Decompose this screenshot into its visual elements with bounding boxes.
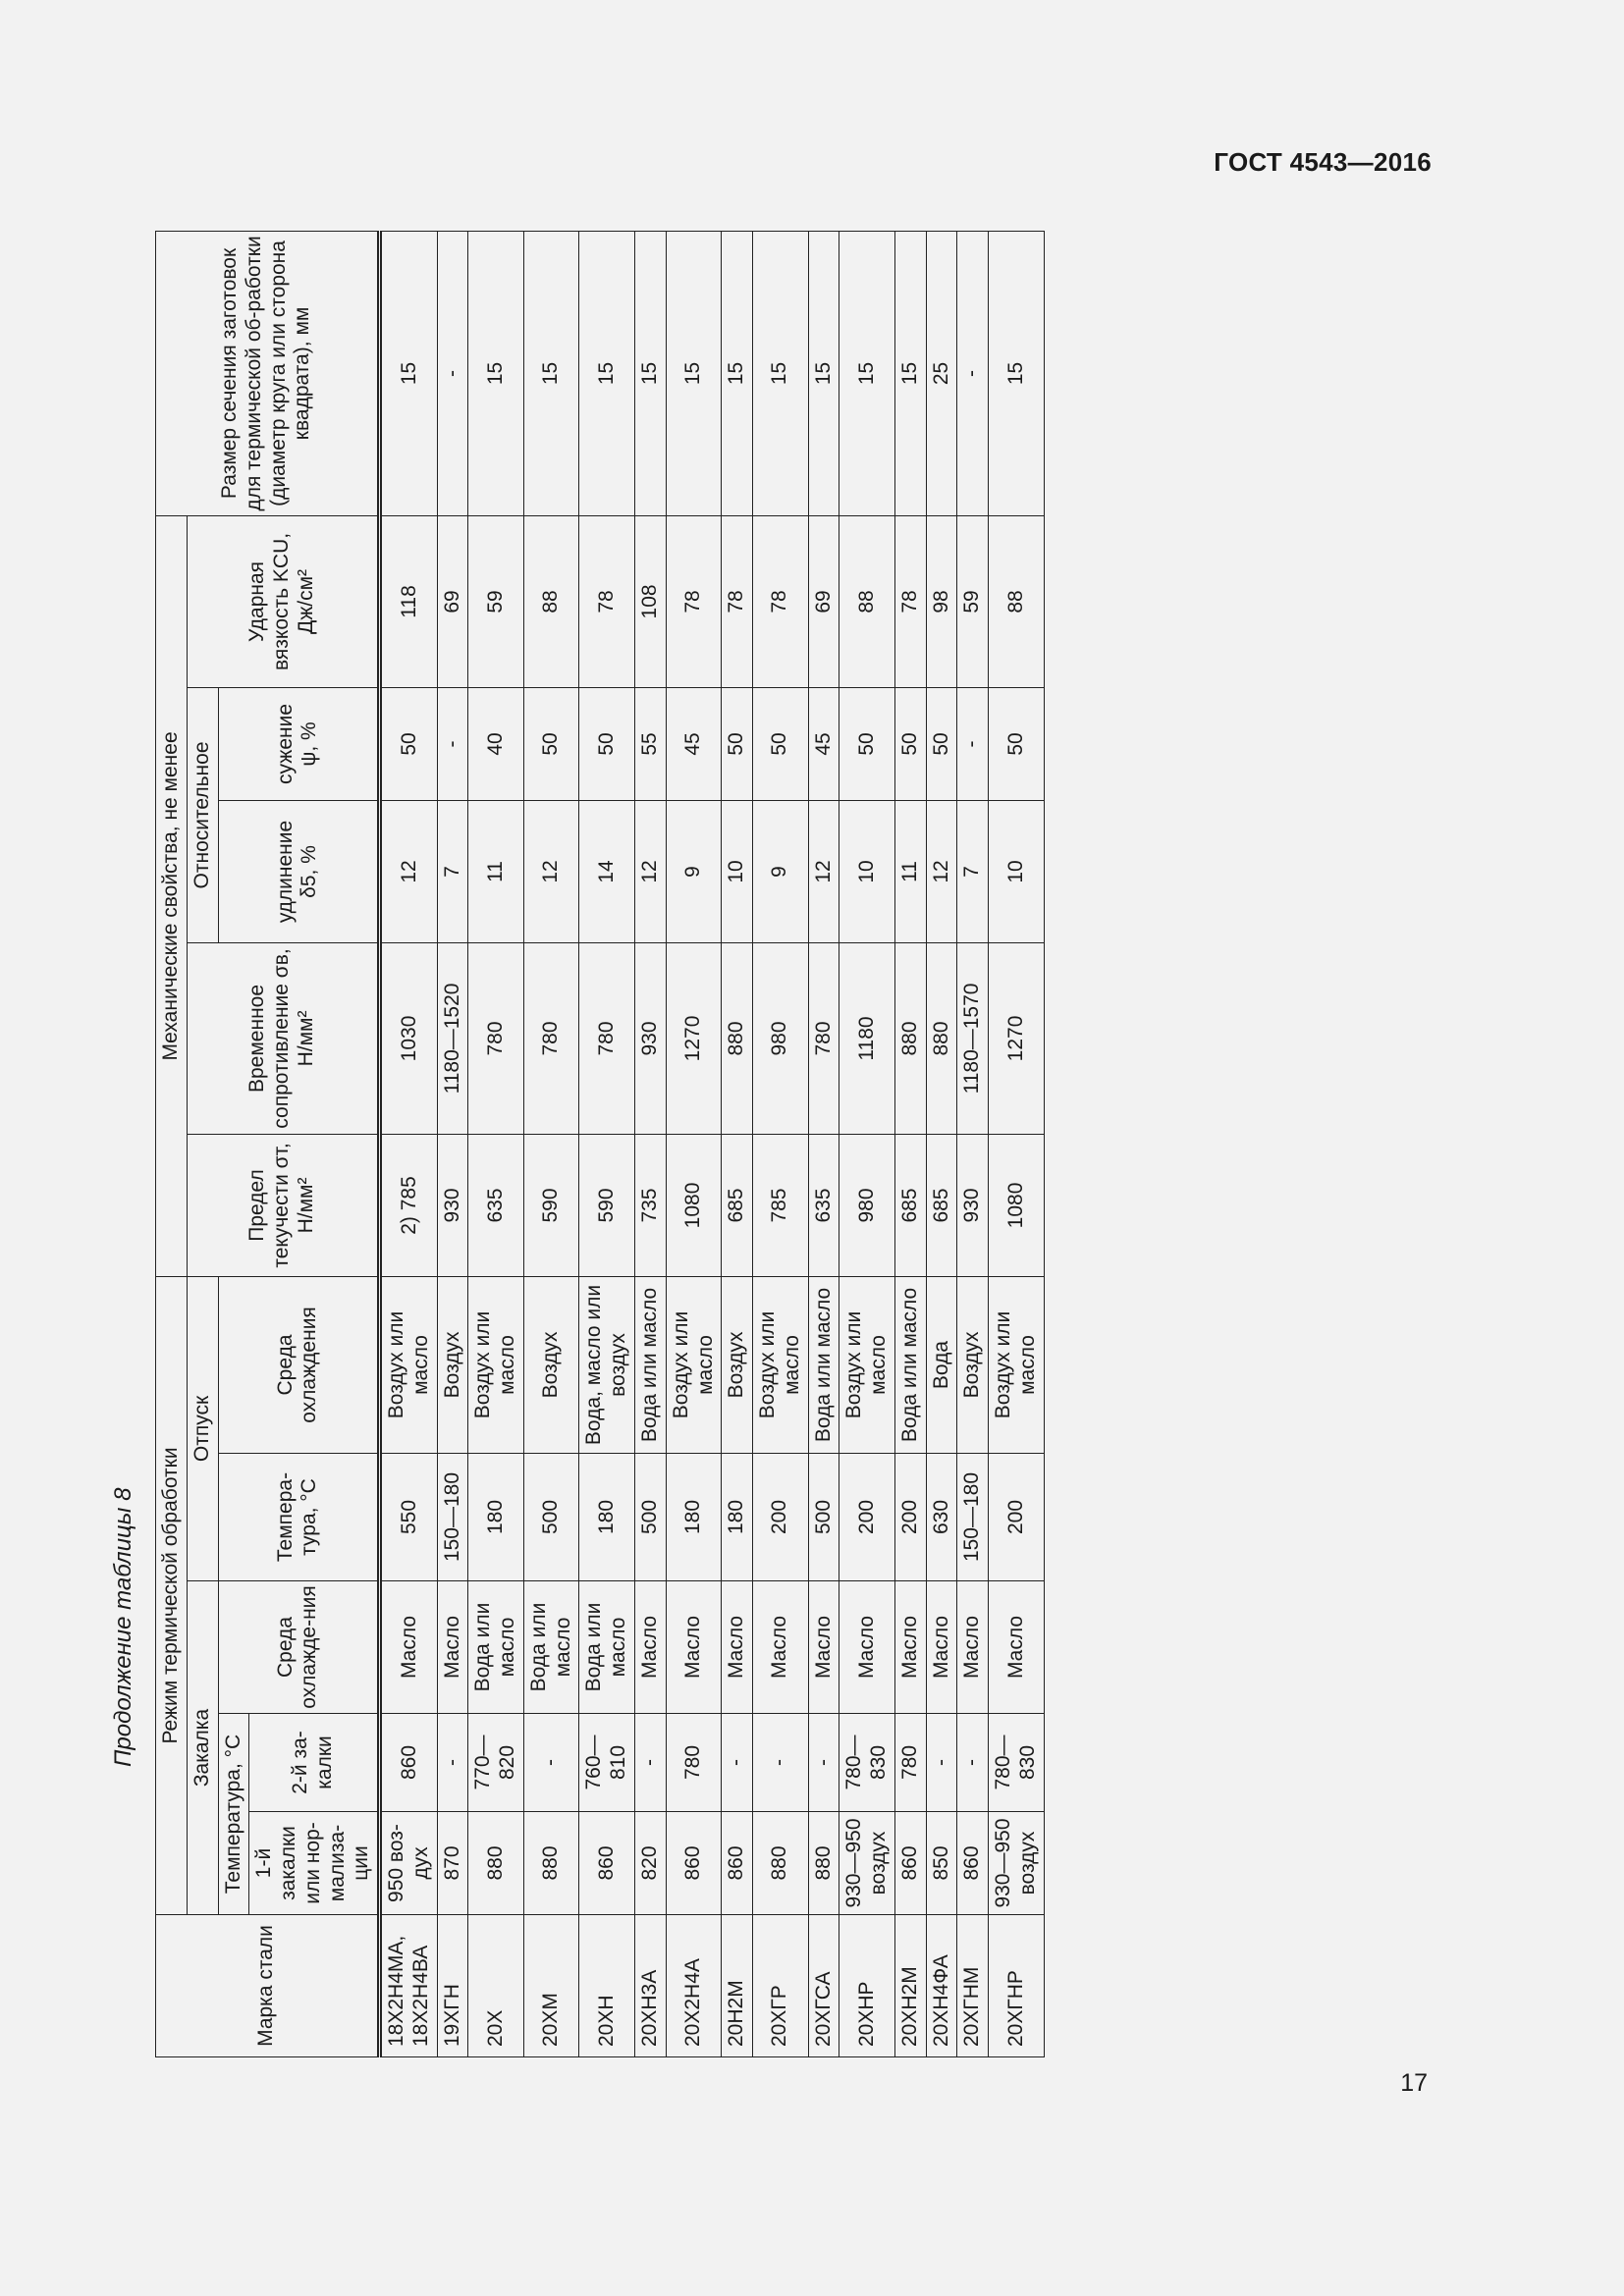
cell-reduction: 40: [468, 687, 524, 800]
cell-size: -: [957, 231, 989, 515]
header-temper-temp: Темпера-тура, °С: [218, 1454, 380, 1581]
cell-temper-temp: 180: [579, 1454, 635, 1581]
cell-yield: 930: [957, 1134, 989, 1276]
cell-first-quench: 880: [523, 1812, 579, 1915]
page-number: 17: [1400, 2069, 1428, 2097]
cell-quench-medium: Масло: [926, 1581, 957, 1714]
cell-grade: 20ХН2М: [894, 1915, 926, 2057]
cell-temper-medium: Вода или масло: [808, 1276, 839, 1453]
cell-reduction: 50: [894, 687, 926, 800]
cell-size: 15: [839, 231, 895, 515]
cell-temper-medium: Вода или масло: [894, 1276, 926, 1453]
cell-first-quench: 930—950 воздух: [989, 1812, 1045, 1915]
cell-second-quench: -: [957, 1714, 989, 1812]
cell-elongation: 12: [380, 800, 438, 942]
cell-reduction: 50: [579, 687, 635, 800]
cell-size: 15: [468, 231, 524, 515]
cell-first-quench: 880: [753, 1812, 809, 1915]
cell-first-quench: 860: [722, 1812, 753, 1915]
cell-temper-medium: Воздух: [957, 1276, 989, 1453]
document-header: ГОСТ 4543—2016: [1214, 147, 1432, 177]
cell-temper-temp: 630: [926, 1454, 957, 1581]
cell-reduction: -: [957, 687, 989, 800]
table-row: [839, 231, 895, 2056]
header-yield: Предел текучести σт, Н/мм²: [187, 1134, 379, 1276]
cell-size: 15: [380, 231, 438, 515]
cell-elongation: 11: [468, 800, 524, 942]
cell-first-quench: 870: [437, 1812, 468, 1915]
cell-grade: 19ХГН: [437, 1915, 468, 2057]
cell-tensile: 780: [523, 942, 579, 1134]
cell-yield: 635: [468, 1134, 524, 1276]
cell-temper-medium: Вода, масло или воздух: [579, 1276, 635, 1453]
cell-second-quench: -: [722, 1714, 753, 1812]
table-body: [380, 231, 1045, 2056]
cell-temper-temp: 200: [839, 1454, 895, 1581]
cell-elongation: 7: [437, 800, 468, 942]
cell-quench-medium: Масло: [753, 1581, 809, 1714]
table-row: [894, 231, 926, 2056]
cell-temper-temp: 500: [808, 1454, 839, 1581]
table-row: [957, 231, 989, 2056]
header-size: Размер сечения заготовок для термической об-работки (диаметр круга или сторона квадрата), мм: [156, 231, 380, 515]
cell-size: 25: [926, 231, 957, 515]
cell-reduction: -: [437, 687, 468, 800]
cell-tensile: 1270: [989, 942, 1045, 1134]
cell-second-quench: -: [437, 1714, 468, 1812]
cell-quench-medium: Масло: [722, 1581, 753, 1714]
table-row: [926, 231, 957, 2056]
cell-temper-medium: Воздух: [523, 1276, 579, 1453]
cell-yield: 685: [894, 1134, 926, 1276]
cell-temper-temp: 150—180: [957, 1454, 989, 1581]
cell-temper-medium: Воздух: [437, 1276, 468, 1453]
cell-tensile: 880: [926, 942, 957, 1134]
cell-elongation: 12: [523, 800, 579, 942]
table-row: [579, 231, 635, 2056]
cell-tensile: 930: [635, 942, 667, 1134]
cell-temper-temp: 550: [380, 1454, 438, 1581]
cell-impact: 78: [753, 515, 809, 687]
cell-tensile: 1270: [666, 942, 722, 1134]
cell-impact: 78: [722, 515, 753, 687]
header-quench: Закалка: [187, 1581, 218, 1915]
cell-yield: 590: [579, 1134, 635, 1276]
cell-temper-temp: 500: [635, 1454, 667, 1581]
cell-tensile: 780: [468, 942, 524, 1134]
header-temperature: Температура, °С: [218, 1714, 249, 1915]
cell-elongation: 12: [808, 800, 839, 942]
cell-second-quench: -: [753, 1714, 809, 1812]
caption-wrap: [110, 1472, 149, 1767]
cell-second-quench: 860: [380, 1714, 438, 1812]
cell-quench-medium: Масло: [894, 1581, 926, 1714]
cell-yield: 1080: [989, 1134, 1045, 1276]
cell-first-quench: 860: [666, 1812, 722, 1915]
cell-yield: 635: [808, 1134, 839, 1276]
cell-impact: 88: [523, 515, 579, 687]
header-tensile: Временное сопротивление σв, Н/мм²: [187, 942, 379, 1134]
cell-temper-medium: Воздух или масло: [380, 1276, 438, 1453]
cell-quench-medium: Масло: [808, 1581, 839, 1714]
cell-quench-medium: Вода или масло: [468, 1581, 524, 1714]
header-first-quench: 1-й закалки или нор-мализа-ции: [249, 1812, 380, 1915]
cell-elongation: 12: [635, 800, 667, 942]
cell-temper-temp: 180: [666, 1454, 722, 1581]
header-elongation: удлинение δ5, %: [218, 800, 380, 942]
cell-grade: 20ХН3А: [635, 1915, 667, 2057]
cell-temper-medium: Воздух или масло: [839, 1276, 895, 1453]
cell-tensile: 1180: [839, 942, 895, 1134]
cell-impact: 69: [437, 515, 468, 687]
cell-second-quench: -: [523, 1714, 579, 1812]
cell-second-quench: -: [635, 1714, 667, 1812]
table-row: [635, 231, 667, 2056]
table-row: [468, 231, 524, 2056]
cell-size: 15: [989, 231, 1045, 515]
cell-temper-medium: Вода: [926, 1276, 957, 1453]
header-second-quench: 2-й за-калки: [249, 1714, 380, 1812]
cell-grade: 20Х2Н4А: [666, 1915, 722, 2057]
cell-yield: 980: [839, 1134, 895, 1276]
cell-elongation: 12: [926, 800, 957, 942]
cell-temper-temp: 180: [468, 1454, 524, 1581]
cell-reduction: 50: [380, 687, 438, 800]
table-row: [523, 231, 579, 2056]
table-row: [380, 231, 438, 2056]
cell-size: 15: [635, 231, 667, 515]
cell-grade: 20ХГНР: [989, 1915, 1045, 2057]
cell-quench-medium: Вода или масло: [523, 1581, 579, 1714]
cell-temper-medium: Воздух или масло: [468, 1276, 524, 1453]
cell-size: 15: [666, 231, 722, 515]
cell-elongation: 10: [839, 800, 895, 942]
header-temper: Отпуск: [187, 1276, 218, 1580]
header-heat-mode: Режим термической обработки: [156, 1276, 188, 1914]
cell-impact: 78: [894, 515, 926, 687]
cell-temper-medium: Воздух: [722, 1276, 753, 1453]
cell-temper-medium: Вода или масло: [635, 1276, 667, 1453]
cell-second-quench: -: [926, 1714, 957, 1812]
cell-second-quench: 780—830: [839, 1714, 895, 1812]
cell-yield: 590: [523, 1134, 579, 1276]
cell-size: 15: [722, 231, 753, 515]
cell-elongation: 10: [989, 800, 1045, 942]
cell-temper-temp: 200: [894, 1454, 926, 1581]
cell-tensile: 1180—1570: [957, 942, 989, 1134]
cell-impact: 108: [635, 515, 667, 687]
cell-tensile: 880: [722, 942, 753, 1134]
cell-second-quench: 780—830: [989, 1714, 1045, 1812]
cell-temper-medium: Воздух или масло: [666, 1276, 722, 1453]
cell-elongation: 7: [957, 800, 989, 942]
cell-grade: 20Х: [468, 1915, 524, 2057]
cell-yield: 685: [722, 1134, 753, 1276]
cell-temper-medium: Воздух или масло: [989, 1276, 1045, 1453]
table-row: [753, 231, 809, 2056]
cell-yield: 1080: [666, 1134, 722, 1276]
cell-temper-temp: 150—180: [437, 1454, 468, 1581]
cell-tensile: 780: [808, 942, 839, 1134]
cell-grade: 20ХГСА: [808, 1915, 839, 2057]
cell-reduction: 45: [808, 687, 839, 800]
cell-yield: 735: [635, 1134, 667, 1276]
header-mech: Механические свойства, не менее: [156, 515, 188, 1276]
cell-reduction: 50: [989, 687, 1045, 800]
header-reduction: сужение ψ, %: [218, 687, 380, 800]
cell-reduction: 50: [523, 687, 579, 800]
cell-second-quench: -: [808, 1714, 839, 1812]
cell-quench-medium: Масло: [437, 1581, 468, 1714]
cell-first-quench: 860: [894, 1812, 926, 1915]
cell-impact: 88: [839, 515, 895, 687]
cell-tensile: 1030: [380, 942, 438, 1134]
cell-elongation: 9: [753, 800, 809, 942]
cell-reduction: 50: [722, 687, 753, 800]
cell-tensile: 1180—1520: [437, 942, 468, 1134]
cell-impact: 98: [926, 515, 957, 687]
cell-impact: 78: [579, 515, 635, 687]
cell-second-quench: 770—820: [468, 1714, 524, 1812]
cell-reduction: 50: [926, 687, 957, 800]
table-row: [666, 231, 722, 2056]
header-temper-medium: Среда охлаждения: [218, 1276, 380, 1453]
table-row: [808, 231, 839, 2056]
cell-first-quench: 930—950 воздух: [839, 1812, 895, 1915]
header-relative: Относительное: [187, 687, 218, 942]
cell-impact: 59: [468, 515, 524, 687]
table-caption: Продолжение таблицы 8: [110, 1487, 136, 1767]
cell-grade: 18Х2Н4МА, 18Х2Н4ВА: [380, 1915, 438, 2057]
cell-second-quench: 780: [894, 1714, 926, 1812]
table-row: [722, 231, 753, 2056]
cell-elongation: 10: [722, 800, 753, 942]
cell-tensile: 880: [894, 942, 926, 1134]
cell-first-quench: 860: [957, 1812, 989, 1915]
cell-tensile: 780: [579, 942, 635, 1134]
cell-quench-medium: Масло: [839, 1581, 895, 1714]
cell-grade: 20ХН4ФА: [926, 1915, 957, 2057]
cell-reduction: 50: [839, 687, 895, 800]
cell-second-quench: 780: [666, 1714, 722, 1812]
cell-reduction: 45: [666, 687, 722, 800]
cell-grade: 20ХГР: [753, 1915, 809, 2057]
cell-size: -: [437, 231, 468, 515]
cell-elongation: 11: [894, 800, 926, 942]
cell-reduction: 55: [635, 687, 667, 800]
cell-elongation: 14: [579, 800, 635, 942]
cell-size: 15: [894, 231, 926, 515]
cell-reduction: 50: [753, 687, 809, 800]
header-grade: Марка стали: [156, 1915, 380, 2057]
cell-quench-medium: Масло: [666, 1581, 722, 1714]
cell-grade: 20Н2М: [722, 1915, 753, 2057]
table-row: [989, 231, 1045, 2056]
cell-size: 15: [808, 231, 839, 515]
cell-elongation: 9: [666, 800, 722, 942]
cell-impact: 59: [957, 515, 989, 687]
cell-impact: 78: [666, 515, 722, 687]
cell-grade: 20ХМ: [523, 1915, 579, 2057]
cell-size: 15: [523, 231, 579, 515]
cell-first-quench: 820: [635, 1812, 667, 1915]
cell-yield: 2) 785: [380, 1134, 438, 1276]
cell-first-quench: 850: [926, 1812, 957, 1915]
cell-size: 15: [579, 231, 635, 515]
cell-grade: 20ХН: [579, 1915, 635, 2057]
steel-properties-table: [155, 231, 1045, 2057]
cell-size: 15: [753, 231, 809, 515]
cell-yield: 785: [753, 1134, 809, 1276]
cell-quench-medium: Масло: [957, 1581, 989, 1714]
cell-second-quench: 760—810: [579, 1714, 635, 1812]
cell-grade: 20ХГНМ: [957, 1915, 989, 2057]
cell-temper-temp: 500: [523, 1454, 579, 1581]
cell-quench-medium: Масло: [635, 1581, 667, 1714]
cell-first-quench: 950 воз-дух: [380, 1812, 438, 1915]
cell-yield: 930: [437, 1134, 468, 1276]
cell-quench-medium: Вода или масло: [579, 1581, 635, 1714]
cell-grade: 20ХНР: [839, 1915, 895, 2057]
cell-temper-temp: 200: [753, 1454, 809, 1581]
cell-impact: 118: [380, 515, 438, 687]
header-impact: Ударная вязкость KCU, Дж/см²: [187, 515, 379, 687]
table-header: [156, 231, 380, 2056]
cell-temper-medium: Воздух или масло: [753, 1276, 809, 1453]
cell-impact: 69: [808, 515, 839, 687]
cell-yield: 685: [926, 1134, 957, 1276]
cell-first-quench: 880: [468, 1812, 524, 1915]
rotated-table-container: [155, 232, 1412, 2057]
cell-temper-temp: 180: [722, 1454, 753, 1581]
cell-first-quench: 880: [808, 1812, 839, 1915]
cell-quench-medium: Масло: [989, 1581, 1045, 1714]
cell-temper-temp: 200: [989, 1454, 1045, 1581]
cell-impact: 88: [989, 515, 1045, 687]
table-row: [437, 231, 468, 2056]
cell-tensile: 980: [753, 942, 809, 1134]
header-quench-medium: Среда охлажде-ния: [218, 1581, 380, 1714]
cell-quench-medium: Масло: [380, 1581, 438, 1714]
cell-first-quench: 860: [579, 1812, 635, 1915]
